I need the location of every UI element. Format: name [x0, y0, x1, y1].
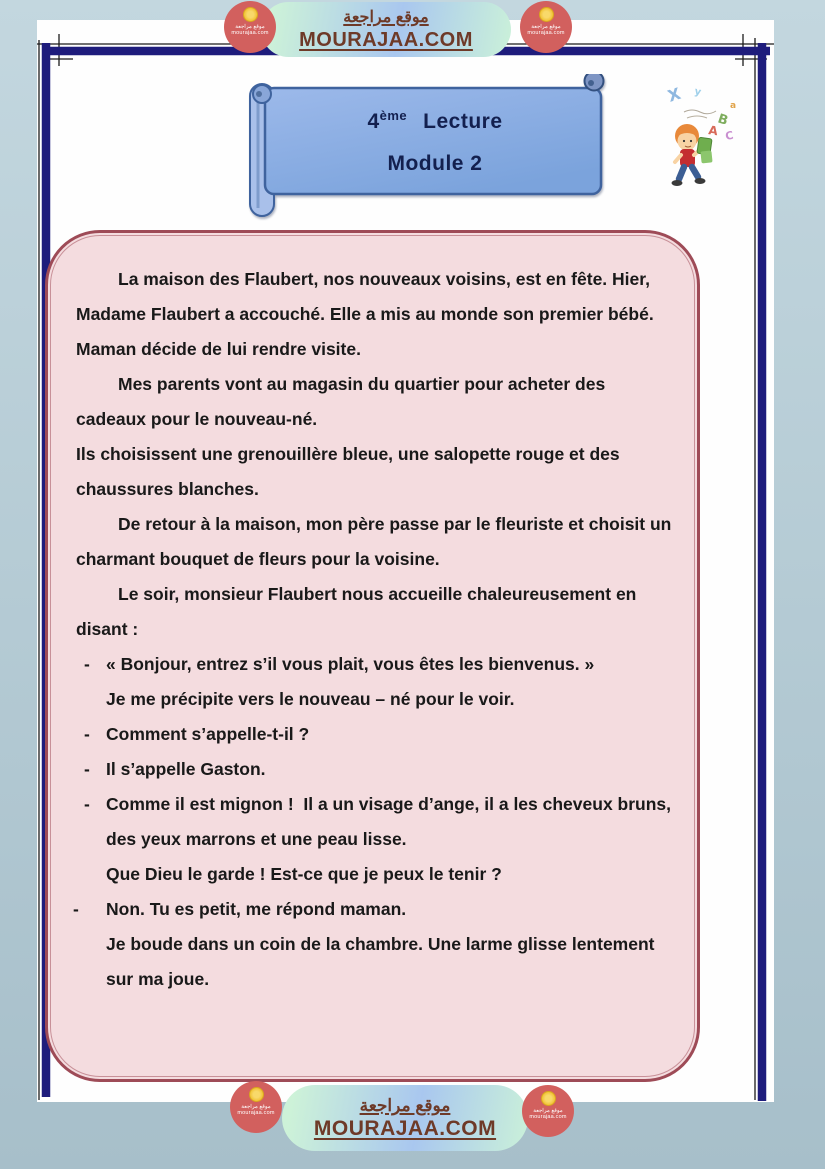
- dialogue-item: [76, 892, 672, 997]
- boy-with-letters-illustration: [654, 80, 754, 197]
- dialogue-item: [76, 752, 672, 787]
- dialogue-line: - Il s’appelle Gaston.: [106, 752, 672, 787]
- header-site-name-arabic: موقع مراجعة: [343, 8, 429, 26]
- svg-text:B: B: [715, 111, 730, 129]
- grade-label: 4ème: [367, 108, 408, 133]
- logo-arabic-text: موقع مراجعة: [235, 24, 265, 30]
- logo-url-text: mourajaa.com: [231, 30, 269, 36]
- dialogue-line: - Comme il est mignon ! Il a un visage d’ange, il a les cheveux bruns, des yeux marrons et une peau lisse.: [106, 787, 672, 857]
- logo-arabic-text: موقع مراجعة: [241, 1104, 271, 1110]
- logo-book-icon: [249, 1087, 264, 1102]
- svg-text:a: a: [730, 101, 737, 111]
- reading-dialogues: [76, 647, 676, 997]
- paragraph: De retour à la maison, mon père passe par le fleuriste et choisit un charmant bouquet de fleurs pour la voisine.: [76, 514, 677, 569]
- svg-text:A: A: [707, 123, 719, 139]
- logo-book-icon: [539, 7, 554, 22]
- svg-text:y: y: [693, 86, 703, 99]
- logo-url-text: mourajaa.com: [237, 1110, 275, 1116]
- paragraph: Le soir, monsieur Flaubert nous accueille chaleureusement en disant :: [76, 584, 642, 639]
- paragraph: La maison des Flaubert, nos nouveaux voisins, est en fête. Hier, Madame Flaubert a accouché. Elle a mis au monde son premier bébé. Maman décide de lui rendre visite.: [76, 269, 659, 359]
- banner-title: [269, 90, 601, 194]
- dialogue-item: [76, 717, 672, 752]
- mourajaa-logo: [224, 1, 276, 53]
- footer-site-url: MOURAJAA.COM: [313, 1117, 497, 1140]
- reading-paragraphs: [76, 262, 677, 647]
- mourajaa-logo: [522, 1085, 574, 1137]
- svg-text:C: C: [724, 128, 735, 143]
- logo-arabic-text: موقع مراجعة: [533, 1108, 563, 1114]
- module-label: Module 2: [387, 152, 483, 175]
- logo-book-icon: [243, 7, 258, 22]
- dialogue-item: [76, 647, 672, 717]
- mourajaa-logo: [520, 1, 572, 53]
- dialogue-line: - « Bonjour, entrez s’il vous plait, vous êtes les bienvenus. »: [106, 647, 672, 682]
- svg-text:X: X: [665, 83, 683, 106]
- dialogue-line: - Comment s’appelle-t-il ?: [106, 717, 672, 752]
- header-site-banner: [261, 2, 511, 57]
- paragraph: Mes parents vont au magasin du quartier pour acheter des cadeaux pour le nouveau-né.: [76, 374, 611, 429]
- footer-site-name-arabic: موقع مراجعة: [359, 1096, 451, 1115]
- title-banner: [249, 74, 614, 226]
- paragraph: Ils choisissent une grenouillère bleue, une salopette rouge et des chaussures blanches.: [76, 444, 625, 499]
- header-site-url: MOURAJAA.COM: [299, 28, 473, 51]
- dialogue-line: - Non. Tu es petit, me répond maman.: [106, 892, 672, 927]
- reading-textbox: [45, 230, 700, 1082]
- reading-text: [48, 233, 697, 997]
- mourajaa-logo: [230, 1081, 282, 1133]
- dialogue-line: Je me précipite vers le nouveau – né pour le voir.: [106, 689, 515, 709]
- logo-book-icon: [541, 1091, 556, 1106]
- banner-grade-subject: [367, 108, 502, 134]
- dialogue-item: [76, 787, 676, 892]
- subject-label: Lecture: [423, 110, 503, 133]
- logo-url-text: mourajaa.com: [527, 30, 565, 36]
- footer-site-banner: [282, 1085, 528, 1151]
- dialogue-line: Je boude dans un coin de la chambre. Une larme glisse lentement sur ma joue.: [106, 934, 660, 989]
- dialogue-line: Que Dieu le garde ! Est-ce que je peux le tenir ?: [106, 864, 502, 884]
- logo-arabic-text: موقع مراجعة: [531, 24, 561, 30]
- logo-url-text: mourajaa.com: [529, 1114, 567, 1120]
